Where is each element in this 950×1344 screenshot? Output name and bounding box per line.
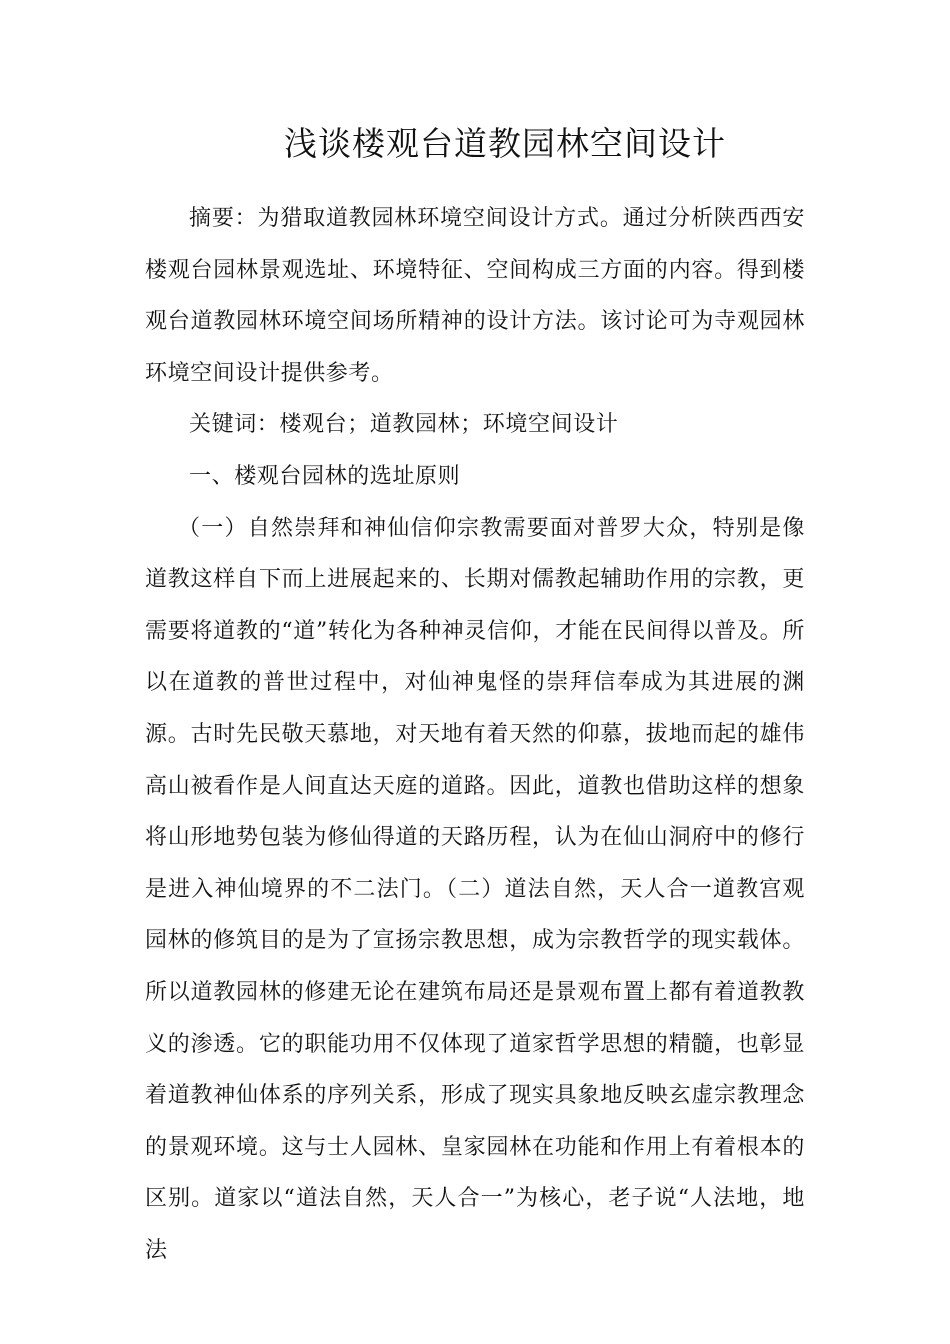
- document-body: [145, 193, 805, 1276]
- abstract-paragraph: 摘要：为猎取道教园林环境空间设计方式。通过分析陕西西安楼观台园林景观选址、环境特征、空间构成三方面的内容。得到楼观台道教园林环境空间场所精神的设计方法。该讨论可为寺观园林环境空间设计提供参考。: [145, 206, 805, 386]
- body-paragraph: （一）自然崇拜和神仙信仰宗教需要面对普罗大众，特别是像道教这样自下而上进展起来的、长期对儒教起辅助作用的宗教，更需要将道教的“道”转化为各种神灵信仰，才能在民间得以普及。所以在道教的普世过程中，对仙神鬼怪的崇拜信奉成为其进展的渊源。古时先民敬天慕地，对天地有着天然的仰慕，拔地而起的雄伟高山被看作是人间直达天庭的道路。因此，道教也借助这样的想象将山形地势包装为修仙得道的天路历程，认为在仙山洞府中的修行是进入神仙境界的不二法门。（二）道法自然，天人合一道教宫观园林的修筑目的是为了宣扬宗教思想，成为宗教哲学的现实载体。所以道教园林的修建无论在建筑布局还是景观布置上都有着道教教义的渗透。它的职能功用不仅体现了道家哲学思想的精髓，也彰显着道教神仙体系的序列关系，形成了现实具象地反映玄虚宗教理念的景观环境。这与士人园林、皇家园林在功能和作用上有着根本的区别。道家以“道法自然，天人合一”为核心，老子说“人法地，地法: [145, 515, 805, 1263]
- keywords-paragraph: 关键词：楼观台；道教园林；环境空间设计: [189, 412, 619, 438]
- section-heading: 一、楼观台园林的选址原则: [189, 463, 461, 489]
- document-title: 浅谈楼观台道教园林空间设计: [284, 124, 726, 163]
